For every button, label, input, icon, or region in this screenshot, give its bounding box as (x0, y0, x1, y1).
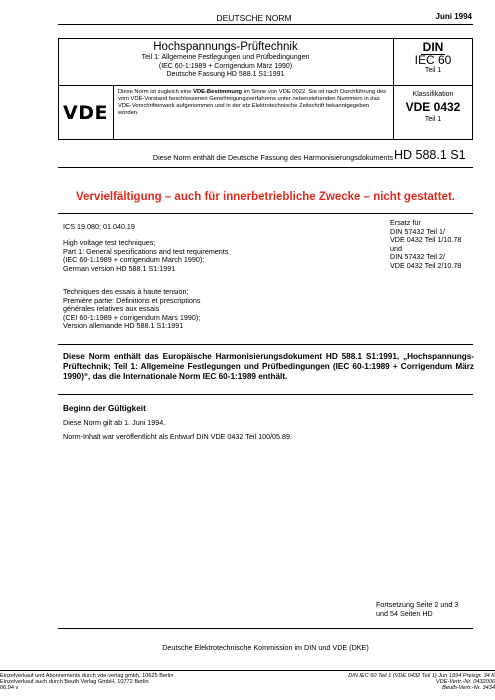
classification-label: Klassifikation (412, 91, 454, 98)
french-title-line: Version allemande HD 588.1 S1:1991 (63, 321, 184, 331)
document-subtitle-2: (IEC 60-1:1989 + Corrigendum März 1990) (158, 62, 293, 70)
title-cell (58, 38, 393, 85)
footer-sales-line: 06.94 v (0, 685, 19, 692)
issue-date: Juni 1994 (435, 12, 472, 21)
hd-rule (58, 167, 473, 168)
footer-order-info (260, 673, 495, 692)
din-part: Teil 1 (424, 67, 442, 74)
english-title-line: (IEC 60-1:1989 + corrigendum March 1990); (63, 255, 205, 265)
hd-number: HD 588.1 S1 (394, 148, 466, 162)
abstract-rule (58, 344, 473, 345)
replacement-line: VDE 0432 Teil 1/10.78 (390, 235, 462, 245)
english-title (63, 239, 303, 273)
german-version-note: Diese Norm enthält die Deutsche Fassung des Harmonisierungsdokuments (152, 153, 393, 162)
replacement-line: und (390, 243, 402, 253)
footer-order-line: VDE-Vertr.-Nr. 0432006 (435, 679, 495, 686)
classification-part: Teil 1 (424, 116, 442, 123)
header-rule (58, 24, 473, 25)
classification-cell (393, 85, 473, 140)
commission-rule (58, 628, 473, 629)
vde-logo-cell (58, 85, 113, 140)
english-title-line: Part 1: General specifications and test requirements (63, 246, 229, 256)
replacement-line: DIN 57432 Teil 1/ (390, 226, 446, 236)
document-title: Hochspannungs-Prüftechnik (153, 41, 298, 53)
commission: Deutsche Elektrotechnische Kommission im DIN und VDE (DKE) (162, 643, 369, 652)
french-title (63, 288, 303, 331)
replacement-note (390, 219, 480, 271)
french-title-line: Première partie: Définitions et prescriptions (63, 295, 201, 305)
vde-description-cell (113, 85, 393, 140)
replacement-line: VDE 0432 Teil 2/10.78 (390, 260, 462, 270)
continuation-line: und 54 Seiten HD (376, 608, 433, 618)
english-title-line: German version HD 588.1 S1:1991 (63, 263, 176, 273)
norm-label: DEUTSCHE NORM (216, 13, 292, 23)
vde-logo: VDE (63, 101, 108, 124)
validity-heading: Beginn der Gültigkeit (63, 404, 146, 413)
document-subtitle-1: Teil 1: Allgemeine Festlegungen und Prüfbedingungen (141, 54, 310, 61)
footer-sales-line: Einzelverkauf auch durch Beuth Verlag GmbH, 10772 Berlin (0, 679, 149, 686)
warning-rule (58, 213, 473, 214)
copy-warning: Vervielfältigung – auch für innerbetriebliche Zwecke – nicht gestattet. (76, 191, 455, 203)
footer-order-line: DIN IEC 60 Teil 1 (VDE 0432 Teil 1) Jun 1994 Preisgr. 34 K (348, 673, 495, 679)
classification-number: VDE 0432 (405, 100, 461, 114)
abstract: Diese Norm enthält das Europäische Harmonisierungsdokument HD 588.1 S1:1991, „Hochspannungs- Prüftechnik; Teil 1: Allgemeine Festlegungen und Prüfbedingungen (IEC 60-1:1989 + Corrigendum März 1990)“, das die Internationale Norm IEC 60-1:1989 enthält. (63, 352, 474, 382)
french-title-line: (CEI 60-1:1989 + corrigendum Mars 1990); (63, 312, 201, 322)
din-cell (393, 38, 473, 85)
vde-description: Diese Norm ist zugleich eine VDE-Bestimmung im Sinne von VDE 0022. Sie ist nach Durchführung des vom VDE-Vorstand beschlossenen Genehmigungsverfahrens unter nebenstehenden Nummern in das VDE-Vorschriftenwerk aufgenommen und in der etz Elektrotechnische Zeitschrift bekanntgegeben worden. (118, 89, 387, 116)
ics-codes: ICS 19.080; 01.040.19 (63, 222, 135, 231)
footer-sales-info (0, 673, 300, 692)
french-title-line: Techniques des essais à haute tension; (63, 287, 189, 296)
continuation-note (376, 601, 476, 618)
replacement-line: DIN 57432 Teil 2/ (390, 252, 446, 262)
french-title-line: générales relatives aux essais (63, 304, 160, 314)
validity-date: Diese Norm gilt ab 1. Juni 1994. (63, 418, 166, 427)
footer-rule (0, 670, 495, 671)
english-title-line: High voltage test techniques; (63, 238, 156, 247)
din-number: IEC 60 (414, 53, 452, 67)
validity-rule (58, 394, 473, 395)
continuation-line: Fortsetzung Seite 2 und 3 (376, 600, 459, 609)
draft-reference: Norm-Inhalt war veröffentlicht als Entwurf DIN VDE 0432 Teil 100/05.89. (63, 432, 293, 441)
footer-order-line: Beuth-Vertr.-Nr. 3434 (442, 685, 495, 692)
document-subtitle-3: Deutsche Fassung HD 588.1 S1:1991 (166, 71, 285, 78)
replacement-line: Ersatz für (390, 218, 421, 227)
footer-sales-line: Einzelverkauf und Abonnements durch vde-verlag gmbh, 10625 Berlin (0, 673, 174, 679)
din-logo: DIN (422, 40, 444, 54)
